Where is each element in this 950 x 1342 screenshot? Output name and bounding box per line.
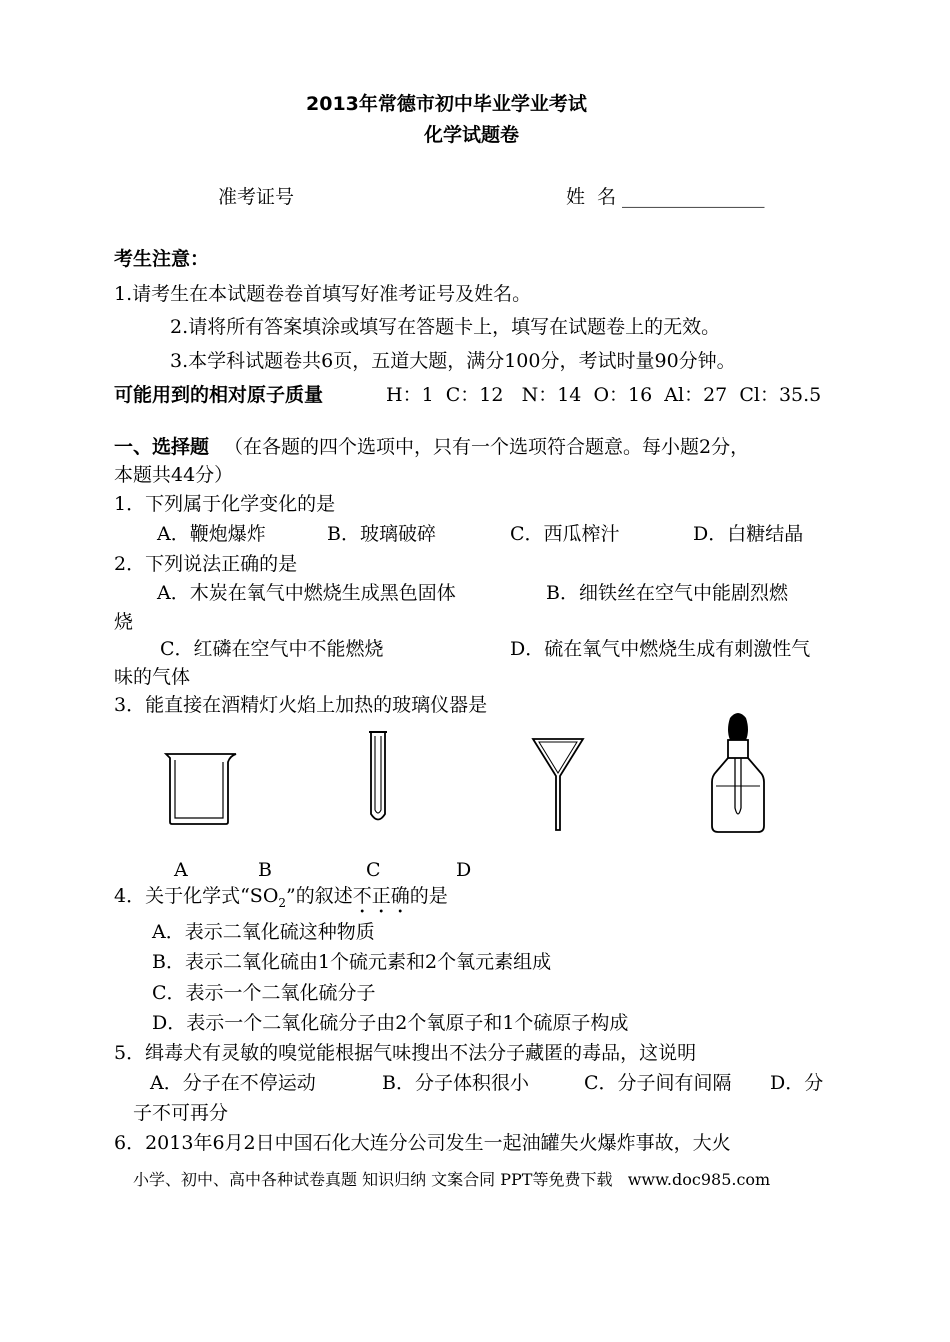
section-title: 一、选择题 xyxy=(114,436,210,458)
q1-option-d: D．白糖结晶 xyxy=(693,523,804,545)
q4-option-d: D．表示一个二氧化硫分子由2个氧原子和1个硫原子构成 xyxy=(152,1012,629,1034)
test-tube-icon xyxy=(366,730,390,826)
q4-stem-pre: 4．关于化学式“SO xyxy=(114,885,279,907)
name-blank: _______________ xyxy=(622,186,765,208)
q4-option-c: C．表示一个二氧化硫分子 xyxy=(152,982,376,1004)
q2-option-d-cont: 味的气体 xyxy=(114,666,191,688)
notice-item-1: 1.请考生在本试题卷卷首填写好准考证号及姓名。 xyxy=(114,283,532,305)
page-footer: 小学、初中、高中各种试卷真题 知识归纳 文案合同 PPT等免费下载 www.doc985.com xyxy=(133,1170,771,1189)
notice-heading: 考生注意： xyxy=(114,248,210,270)
q5-option-a: A．分子在不停运动 xyxy=(150,1072,316,1094)
q4-stem-mid: ”的叙述 xyxy=(286,885,353,907)
q4-option-b: B．表示二氧化硫由1个硫元素和2个氧元素组成 xyxy=(152,951,552,973)
exam-subtitle: 化学试题卷 xyxy=(424,124,520,146)
q3-label-d: D xyxy=(456,859,472,881)
q3-label-c: C xyxy=(366,859,381,881)
q2-option-c: C．红磷在空气中不能燃烧 xyxy=(160,638,384,660)
notice-item-3: 3.本学科试题卷共6页，五道大题，满分100分，考试时量90分钟。 xyxy=(170,350,736,372)
beaker-icon xyxy=(160,748,240,828)
q2-option-a: A．木炭在氧气中燃烧生成黑色固体 xyxy=(157,582,456,604)
q5-option-b: B．分子体积很小 xyxy=(382,1072,529,1094)
atomic-mass-values: H：1 C：12 N：14 O：16 Al：27 Cl：35.5 xyxy=(386,384,822,406)
q1-option-c: C．西瓜榨汁 xyxy=(510,523,620,545)
q2-stem: 2．下列说法正确的是 xyxy=(114,553,298,575)
q1-option-a: A．鞭炮爆炸 xyxy=(157,523,266,545)
section-desc-line1: （在各题的四个选项中，只有一个选项符合题意。每小题2分， xyxy=(224,436,750,458)
q2-option-b-cont: 烧 xyxy=(114,611,134,633)
q4-stem-sub: 2 xyxy=(278,895,287,910)
q4-stem-post: 的是 xyxy=(409,885,448,907)
funnel-icon xyxy=(530,736,586,834)
q5-option-d-cont: 子不可再分 xyxy=(133,1102,229,1124)
dropper-bottle-icon xyxy=(708,710,768,836)
q2-option-b: B．细铁丝在空气中能剧烈燃 xyxy=(546,582,788,604)
q5-option-d: D．分 xyxy=(770,1072,824,1094)
atomic-mass-label: 可能用到的相对原子质量 xyxy=(114,384,324,406)
q3-label-a: A xyxy=(174,859,188,881)
notice-item-2: 2.请将所有答案填涂或填写在答题卡上，填写在试题卷上的无效。 xyxy=(170,316,721,338)
section-desc-line2: 本题共44分） xyxy=(114,464,234,486)
name-label: 姓 名 xyxy=(566,186,617,208)
q3-label-b: B xyxy=(258,859,272,881)
q5-stem: 5．缉毒犬有灵敏的嗅觉能根据气味搜出不法分子藏匿的毒品，这说明 xyxy=(114,1042,697,1064)
q1-option-b: B．玻璃破碎 xyxy=(327,523,436,545)
q4-stem-emphasis: 不正确 xyxy=(352,885,410,907)
exam-id-label: 准考证号 xyxy=(218,186,295,208)
q5-option-c: C．分子间有间隔 xyxy=(584,1072,732,1094)
q4-stem xyxy=(114,884,448,918)
exam-title: 2013年常德市初中毕业学业考试 xyxy=(306,93,587,115)
q4-option-a: A．表示二氧化硫这种物质 xyxy=(152,921,375,943)
q1-stem: 1．下列属于化学变化的是 xyxy=(114,493,336,515)
q6-stem: 6．2013年6月2日中国石化大连分公司发生一起油罐失火爆炸事故，大火 xyxy=(114,1132,731,1154)
q3-stem: 3．能直接在酒精灯火焰上加热的玻璃仪器是 xyxy=(114,694,488,716)
q2-option-d: D．硫在氧气中燃烧生成有刺激性气 xyxy=(510,638,811,660)
